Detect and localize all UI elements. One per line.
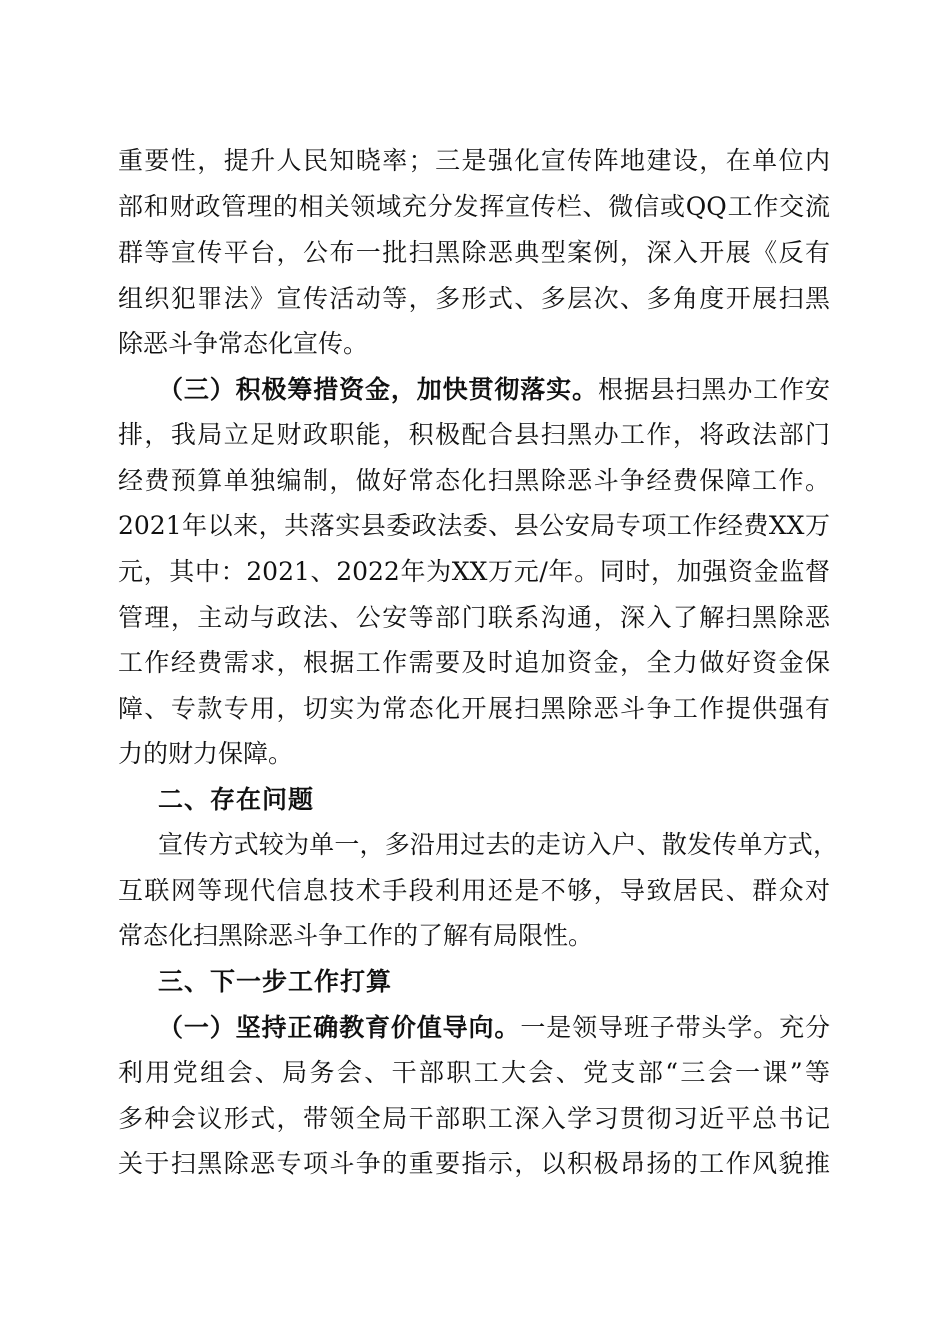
- paragraph-4-lead-heading: （一）坚持正确教育价值导向。: [158, 1013, 521, 1042]
- paragraph-4-line-3: 多种会议形式，带领全局干部职工深入学习贯彻习近平总书记: [118, 1104, 830, 1133]
- paragraph-3-line-1: 宣传方式较为单一，多沿用过去的走访入户、散发传单方式，: [158, 830, 838, 859]
- section-heading-next-steps: 三、下一步工作打算: [158, 967, 393, 996]
- paragraph-3-line-3: 常态化扫黑除恶斗争工作的了解有局限性。: [118, 921, 594, 950]
- paragraph-1-line-1: 重要性，提升人民知晓率；三是强化宣传阵地建设，在单位内: [118, 146, 830, 175]
- section-heading-problems: 二、存在问题: [158, 785, 315, 814]
- paragraph-2-lead-heading: （三）积极筹措资金，加快贯彻落实。: [158, 375, 598, 404]
- paragraph-2-line-9: 力的财力保障。: [118, 739, 294, 768]
- paragraph-1-line-5: 除恶斗争常态化宣传。: [118, 329, 369, 358]
- paragraph-2-line-6: 管理，主动与政法、公安等部门联系沟通，深入了解扫黑除恶: [118, 603, 830, 632]
- paragraph-2-line-1-rest: 根据县扫黑办工作安: [597, 375, 830, 404]
- paragraph-2-line-5: 元，其中：2021、2022年为XX万元/年。同时，加强资金监督: [118, 557, 830, 586]
- paragraph-2-line-4: 2021年以来，共落实县委政法委、县公安局专项工作经费XX万: [118, 511, 830, 540]
- paragraph-4-line-4: 关于扫黑除恶专项斗争的重要指示，以积极昂扬的工作风貌推: [118, 1149, 830, 1178]
- paragraph-3-line-2: 互联网等现代信息技术手段利用还是不够，导致居民、群众对: [118, 876, 830, 905]
- paragraph-2-line-1: [158, 367, 830, 413]
- paragraph-2-line-2: 排，我局立足财政职能，积极配合县扫黑办工作，将政法部门: [118, 420, 830, 449]
- paragraph-2-line-7: 工作经费需求，根据工作需要及时追加资金，全力做好资金保: [118, 648, 830, 677]
- paragraph-1-line-4: 组织犯罪法》宣传活动等，多形式、多层次、多角度开展扫黑: [118, 284, 830, 313]
- paragraph-1-line-2: 部和财政管理的相关领域充分发挥宣传栏、微信或QQ工作交流: [118, 192, 830, 221]
- paragraph-1-line-3: 群等宣传平台，公布一批扫黑除恶典型案例，深入开展《反有: [118, 238, 830, 267]
- paragraph-4-line-1-rest: 一是领导班子带头学。充分: [520, 1013, 830, 1042]
- paragraph-2-line-8: 障、专款专用，切实为常态化开展扫黑除恶斗争工作提供强有: [118, 694, 830, 723]
- paragraph-4-line-1: [158, 1005, 830, 1051]
- paragraph-2-line-3: 经费预算单独编制，做好常态化扫黑除恶斗争经费保障工作。: [118, 466, 830, 495]
- paragraph-4-line-2: 利用党组会、局务会、干部职工大会、党支部“三会一课”等: [118, 1058, 830, 1087]
